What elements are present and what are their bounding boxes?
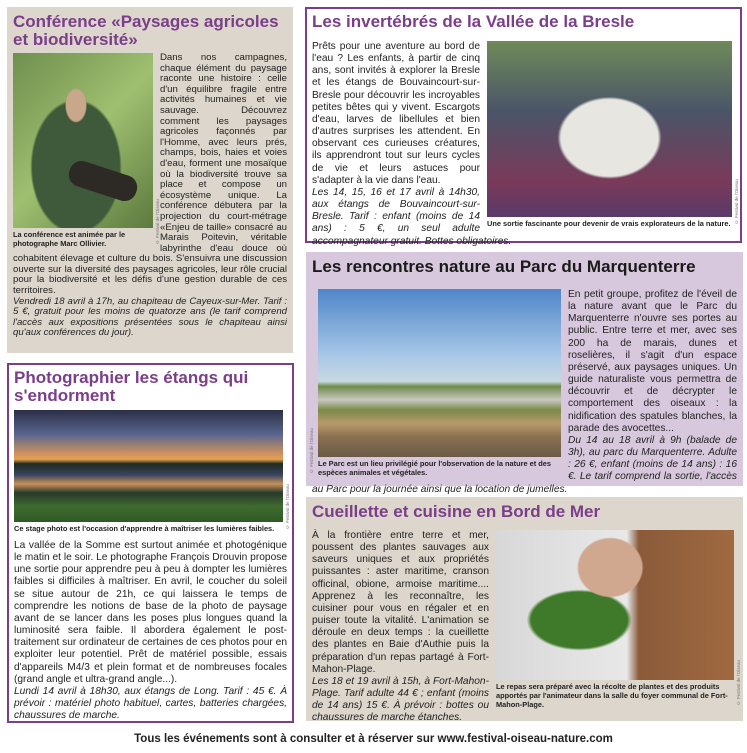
photo-caption: Ce stage photo est l'occasion d'apprendre à maîtriser les lumières faibles. [14, 524, 275, 533]
photo-figure [14, 410, 290, 533]
article-cueillette [306, 497, 743, 724]
article-etangs [7, 363, 294, 723]
photo-figure [309, 289, 561, 477]
article-title: Conférence «Paysages agricoles et biodiversité» [13, 12, 279, 49]
article-title: Les invertébrés de la Vallée de la Bresle [312, 12, 635, 31]
article-conference [7, 7, 293, 353]
photographer-photo [13, 53, 153, 228]
article-body: Dans nos campagnes, chaque élément du paysage raconte une histoire : celle d'un équilibre fragile entre activités humaines et vie sauvage. Découvrez comment les paysages agricoles façonnés par l'Homme, avec leurs prés, champs, bois, haies et voies d'eau, forment une mosaïque où la biodiversité trouve sa place et compose un écosystème unique. La conférence débutera par la projection du court-métrage «Enjeu de taille» consacré au Marais Poitevin, véritable labyrinthe d'eau douce où cohabitent élevage et culture du bois. S'ensuivra une discussion ouverte sur la diversité des paysages agricoles, leur rôle crucial pour la biodiversité et les défis d'une gestion durable de ces territoires. [13, 52, 287, 297]
article-body: À la frontière entre terre et mer, poussent des plantes sauvages aux saveurs uniques et aux propriétés puissantes : aster maritime, cranson officinal, obione, armoise maritime.... Apprenez à les reconnaître, les cuisiner pour vous en régaler et en puiser toute la vitalité. L'animation se déroule en deux temps : la cueillette des plantes en Baie d'Authie puis la préparation d'un repas partagé à Fort-Mahon-Plage. [312, 530, 489, 675]
photo-figure [496, 530, 741, 709]
article-title: Photographier les étangs qui s'endorment [14, 368, 249, 405]
article-body: La vallée de la Somme est surtout animée et photogénique le matin et le soir. Le photographe François Drouvin propose une sortie pour apprendre peu à peu à dompter les lumières faibles si difficiles à maîtriser. En avril, le coucher du soleil se situe autour de 21h, ce qui laissera le temps de comprendre les notions de base de la photo de paysage avant de se lancer dans les poses plus longues quand la luminosité sera faible. Il abordera également le post-traitement sur ordinateur de certaines de ces photos pour en exploiter leur potentiel. Prêt de matériel possible, essais d'appareils M4/3 et plein format et de nombreuses focales (grand angle et ultra-grand angle...). [14, 540, 287, 685]
photo-credit: © Festival de l'Oiseau [734, 178, 739, 224]
photo-caption: Une sortie fascinante pour devenir de vrais explorateurs de la nature. [487, 219, 731, 228]
article-practical-info: Lundi 14 avril à 18h30, aux étangs de Long. Tarif : 45 €. À prévoir : matériel photo habituel, cartes, batteries chargées, chaussures de marche. [14, 685, 287, 722]
article-invertebres [305, 7, 742, 247]
photo-credit: © Festival de l'Oiseau [736, 659, 741, 705]
footer-website-note: Tous les événements sont à consulter et à réserver sur www.festival-oiseau-nature.com [134, 733, 613, 745]
article-practical-info: Les 18 et 19 avril à 15h, à Fort-Mahon-Plage. Tarif adulte 44 € ; enfant (moins de 14 ans) 15 €. À prévoir : bottes ou chaussures de marche étanches. [312, 675, 489, 724]
photo-credit: © Festival de l'Oiseau [285, 483, 290, 529]
article-practical-info: Les 14, 15, 16 et 17 avril à 14h30, aux étangs de Bouvaincourt-sur-Bresle. Tarif : enfant (moins de 14 ans) : 5 €, un seul adulte accompagnateur gratuit. Bottes obligatoires. [312, 186, 512, 247]
photo-figure [13, 53, 160, 248]
article-title: Les rencontres nature au Parc du Marquenterre [312, 257, 696, 276]
article-title: Cueillette et cuisine en Bord de Mer [312, 502, 601, 521]
article-body: En petit groupe, profitez de l'éveil de la nature avant que le Parc du Marquenterre n'ouvre ses portes au public. Entre terre et mer, avec ses 200 ha de marais, dunes et roselières, il s'agit d'un espace préservé, aux paysages uniques. Un guide naturaliste vous permettra de découvrir et de décrypter le comportement des oiseaux : la nidification des spatules blanches, la parade des avocettes... [568, 289, 737, 434]
article-practical-info: Vendredi 18 avril à 17h, au chapiteau de Cayeux-sur-Mer. Tarif : 5 €, gratuit pour les moins de quatorze ans (le tarif comprend l'accès aux expositions présentées sous le chapiteau ainsi qu'aux conférences du jour). [13, 295, 287, 339]
pond-sunset-photo [14, 410, 283, 522]
herbs-cooking-photo [496, 530, 734, 680]
photo-figure [487, 41, 739, 228]
photo-caption: Le repas sera préparé avec la récolte de plantes et des produits apportés par l'animateur dans la salle du foyer communal de Fort-Mahon-Plage. [496, 682, 728, 709]
article-marquenterre [306, 252, 743, 495]
photo-credit: © Festival de l'Oiseau [155, 198, 160, 244]
marquenterre-park-photo [318, 289, 561, 457]
photo-caption: La conférence est animée par le photographe Marc Ollivier. [13, 230, 126, 248]
children-photo [487, 41, 732, 217]
photo-caption: Le Parc est un lieu privilégié pour l'observation de la nature et des espèces animales et végétales. [318, 459, 551, 477]
article-practical-info: Du 14 au 18 avril à 9h (balade de 3h), au parc du Marquenterre. Adulte : 26 €, enfant (moins de 14 ans) : 16 €. Le tarif comprend la sortie, l'accès au Parc pour la journée ainsi que la location de jumelles. [312, 434, 737, 495]
article-body: Prêts pour une aventure au bord de l'eau ? Les enfants, à partir de cinq ans, sont invités à explorer la Bresle et les étangs de Bouvaincourt-sur-Bresle pour découvrir les incroyables petites bêtes qui y vivent. Escargots d'eau, larves de libellules et bien d'autres surprises les attendent. En observant ces curieuses créatures, ils apprendront tout sur leurs cycles de vie et leurs astuces pour s'adapter à la vie dans l'eau. [312, 41, 480, 186]
photo-credit: © Festival de l'Oiseau [309, 427, 314, 473]
